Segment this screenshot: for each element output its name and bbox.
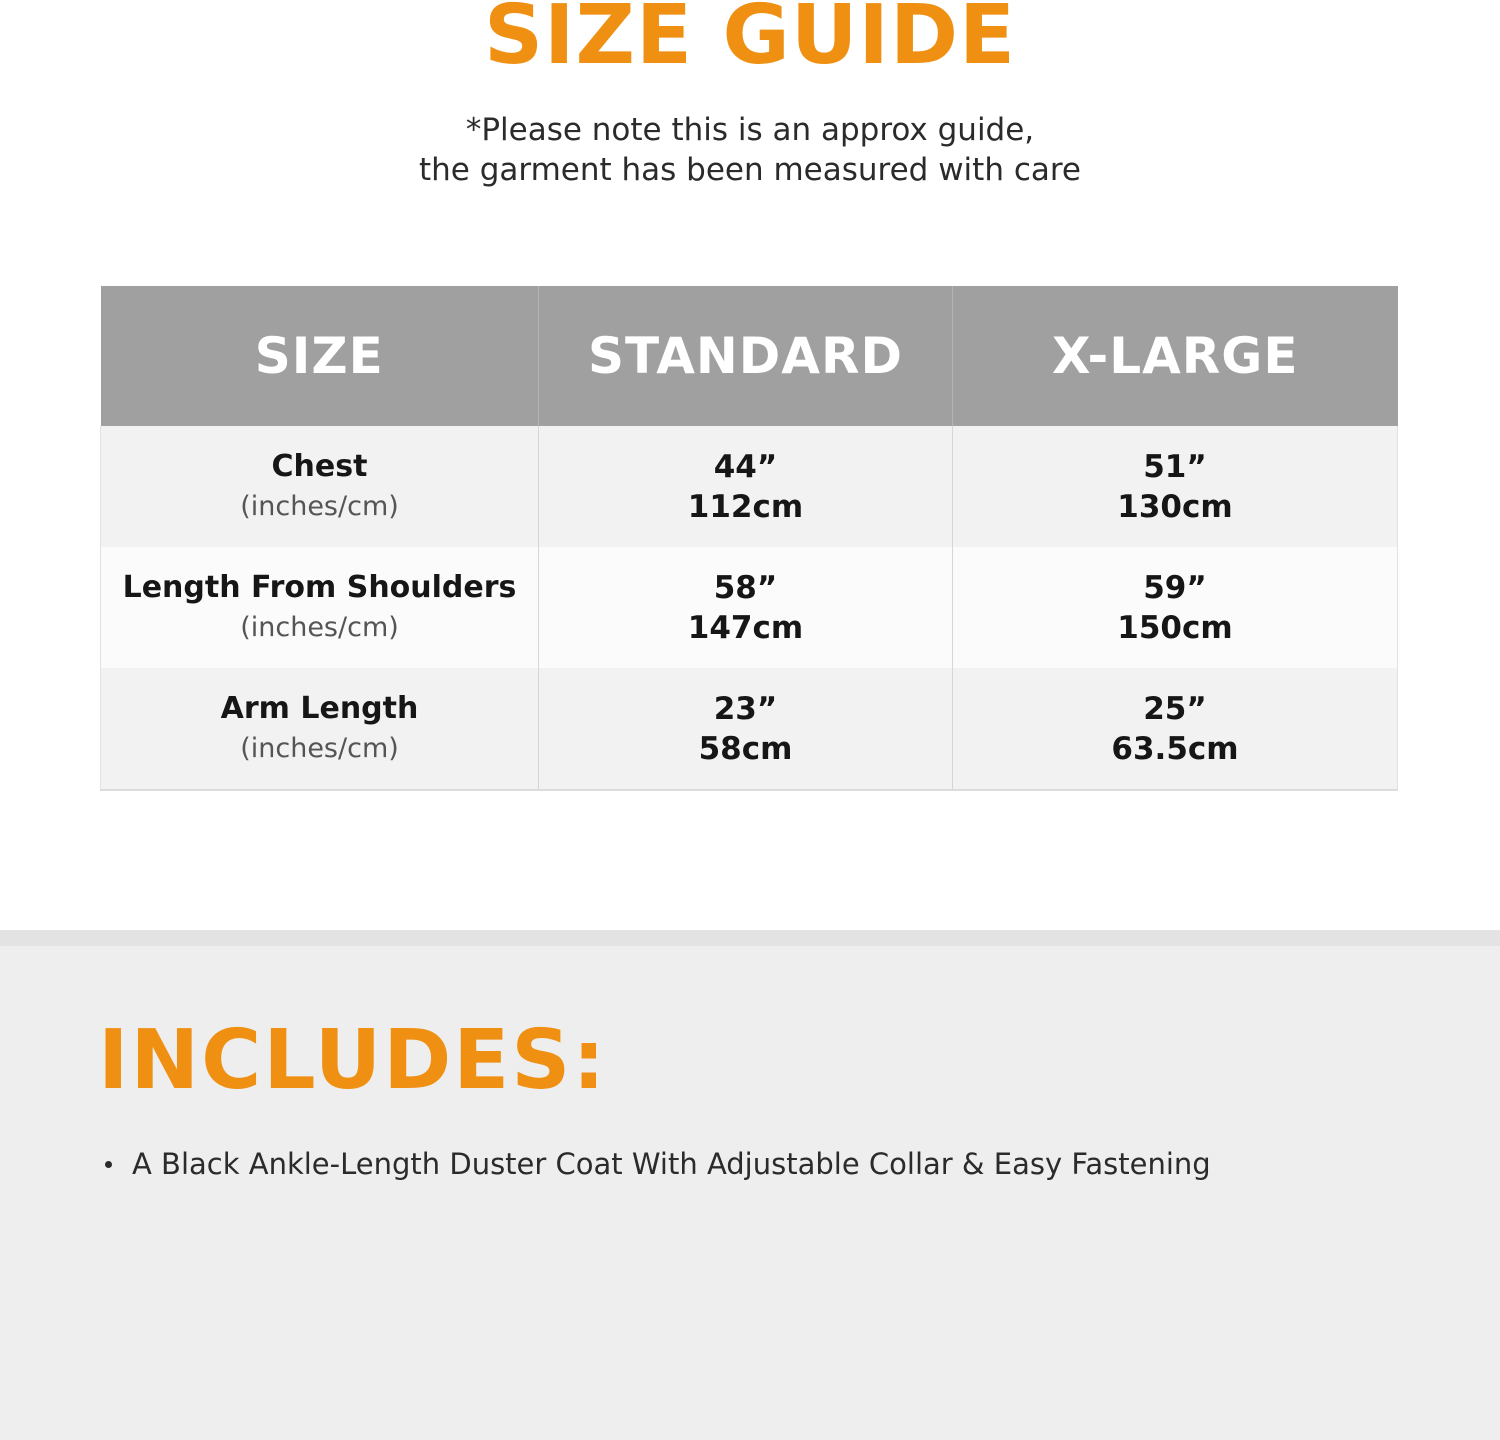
- table-row: [101, 426, 1398, 547]
- x-large-cell: [953, 426, 1398, 547]
- standard-cm: 58cm: [698, 730, 793, 767]
- x-large-cell: [953, 668, 1398, 790]
- measurement-unit: (inches/cm): [240, 611, 399, 643]
- measurement-unit: (inches/cm): [240, 490, 399, 522]
- table-row: [101, 547, 1398, 668]
- x-large-cm: 130cm: [1117, 488, 1233, 525]
- x-large-cell: [953, 547, 1398, 668]
- includes-list: [100, 1144, 1211, 1184]
- x-large-cm: 63.5cm: [1111, 730, 1239, 767]
- x-large-cm: 150cm: [1117, 609, 1233, 646]
- note-line-1: *Please note this is an approx guide,: [465, 112, 1035, 148]
- table-header-row: [101, 286, 1398, 426]
- x-large-inches: 59”: [1143, 569, 1207, 606]
- size-guide-note: [0, 110, 1500, 190]
- table-row: [101, 668, 1398, 790]
- standard-inches: 23”: [713, 690, 778, 727]
- measurement-cell: [101, 668, 539, 790]
- standard-inches: 58”: [713, 569, 778, 606]
- standard-cell: [539, 426, 953, 547]
- x-large-inches: 25”: [1143, 690, 1207, 727]
- size-table: [100, 286, 1398, 791]
- includes-section: [0, 930, 1500, 1440]
- standard-cell: [539, 547, 953, 668]
- measurement-name: Chest: [271, 448, 368, 484]
- list-item-text: A Black Ankle-Length Duster Coat With Adjustable Collar & Easy Fastening: [132, 1147, 1211, 1181]
- standard-cm: 147cm: [687, 609, 804, 646]
- bullet-icon: [105, 1161, 112, 1168]
- header-size: SIZE: [101, 286, 539, 426]
- measurement-name: Arm Length: [220, 690, 419, 726]
- measurement-unit: (inches/cm): [240, 732, 399, 764]
- measurement-cell: [101, 547, 539, 668]
- header-x-large: X-LARGE: [953, 286, 1398, 426]
- standard-inches: 44”: [713, 448, 778, 485]
- size-guide-title: SIZE GUIDE: [483, 0, 1017, 83]
- measurement-cell: [101, 426, 539, 547]
- header-standard: STANDARD: [539, 286, 953, 426]
- standard-cell: [539, 668, 953, 790]
- note-line-2: the garment has been measured with care: [418, 152, 1082, 188]
- list-item: [100, 1144, 1211, 1184]
- x-large-inches: 51”: [1143, 448, 1207, 485]
- standard-cm: 112cm: [687, 488, 804, 525]
- includes-title: INCLUDES:: [98, 1013, 608, 1108]
- measurement-name: Length From Shoulders: [122, 569, 517, 605]
